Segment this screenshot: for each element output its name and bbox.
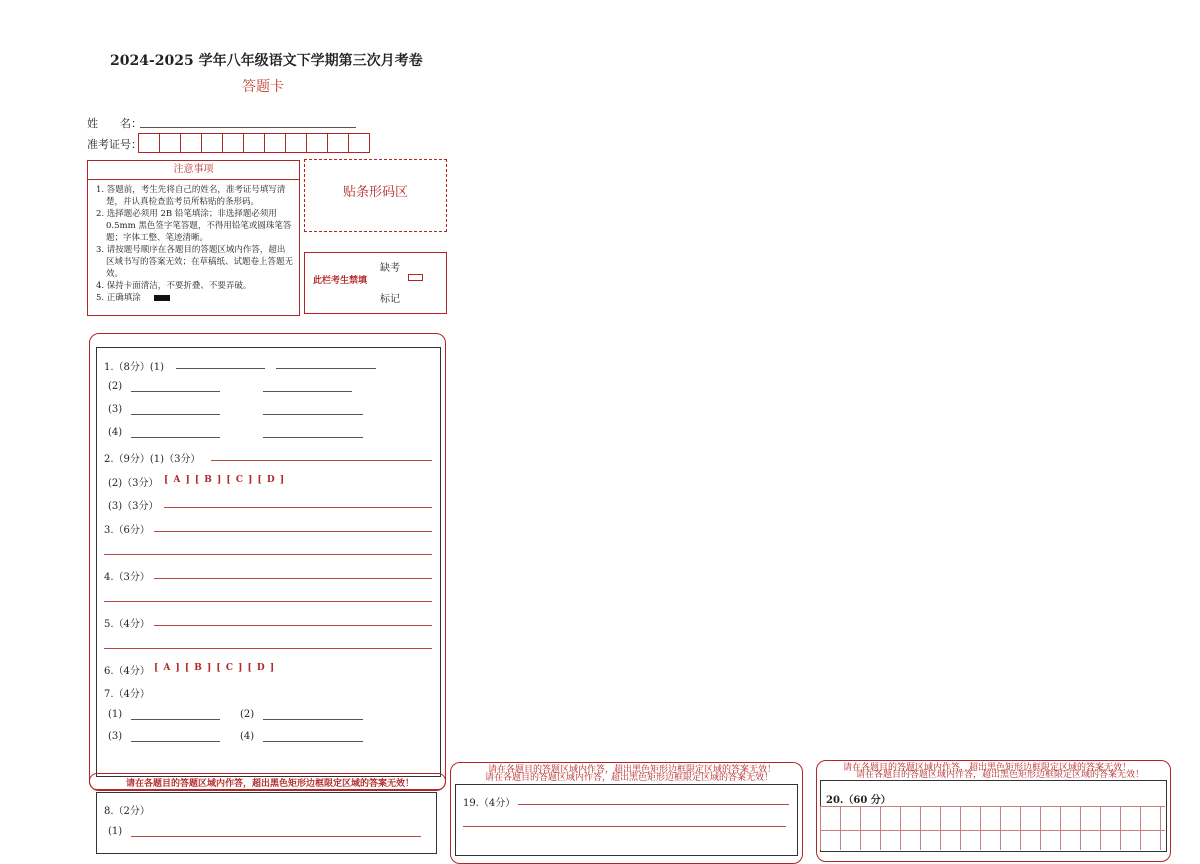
answer-line[interactable] (276, 368, 376, 369)
question-7: 7.（4分） (104, 689, 150, 700)
grid-row-divider (820, 830, 1165, 831)
name-field[interactable] (140, 127, 356, 128)
question-2: 2.（9分）(1)（3分） (104, 454, 201, 465)
answer-line[interactable] (518, 804, 789, 805)
answer-line[interactable] (131, 391, 220, 392)
question-19: 19.（4分） (463, 798, 516, 809)
page-title: 2024-2025 学年八年级语文下学期第三次月考卷 (110, 53, 423, 69)
question-2-3: (3)（3分） (108, 501, 159, 512)
warning-text: 请在各题目的答题区域内作答，超出黑色矩形边框限定区域的答案无效！ (843, 763, 1132, 773)
answer-line[interactable] (104, 554, 432, 555)
id-label: 准考证号： (87, 138, 142, 151)
answer-line[interactable] (211, 460, 432, 461)
warning-text: 请在各题目的答题区域内作答，超出黑色矩形边框限定区域的答案无效！ (856, 770, 1145, 780)
question-1-2: (2) (108, 381, 123, 392)
warning-text: 请在各题目的答题区域内作答，超出黑色矩形边框限定区域的答案无效！ (126, 779, 415, 789)
question-1: 1.（8分）(1) (104, 362, 165, 373)
answer-line[interactable] (263, 437, 363, 438)
barcode-area: 贴条形码区 (304, 159, 447, 232)
answer-line[interactable] (154, 578, 432, 579)
warning-text: 请在各题目的答题区域内作答，超出黑色矩形边框限定区域的答案无效！ (485, 773, 774, 783)
question-8-1: (1) (108, 826, 123, 837)
notice-item-text: 5. 正确填涂 (96, 293, 141, 303)
notice-item: 2. 选择题必须用 2B 铅笔填涂；非选择题必须用 0.5mm 黑色签字笔答题，不得用铅笔或圆珠笔答题；字体工整、笔迹清晰。 (96, 209, 292, 243)
answer-line[interactable] (154, 531, 432, 532)
answer-line[interactable] (176, 368, 265, 369)
absent-note: 此栏考生禁填 (313, 276, 368, 286)
composition-grid[interactable] (820, 806, 1165, 850)
page-subtitle: 答题卡 (242, 79, 284, 95)
answer-line[interactable] (463, 826, 786, 827)
answer-line[interactable] (104, 648, 432, 649)
answer-line[interactable] (131, 836, 421, 837)
answer-line[interactable] (104, 601, 432, 602)
answer-line[interactable] (131, 437, 220, 438)
answer-line[interactable] (263, 719, 363, 720)
absent-mark-box (304, 252, 447, 314)
answer-line[interactable] (154, 625, 432, 626)
id-number-boxes[interactable] (138, 133, 369, 153)
answer-line[interactable] (263, 414, 363, 415)
answer-line[interactable] (263, 741, 363, 742)
question-1-3: (3) (108, 404, 123, 415)
question-7-4: (4) (240, 731, 255, 742)
choice-options[interactable]: [ A ] [ B ] [ C ] [ D ] (164, 475, 286, 485)
question-7-3: (3) (108, 731, 123, 742)
filled-sample-icon (154, 295, 170, 301)
notice-item: 1. 答题前，考生先将自己的姓名，准考证号填写清楚，并认真检查监考员所粘贴的条形码。 (96, 185, 286, 207)
absent-mark-bottom: 标记 (380, 294, 400, 305)
warning-text: 请在各题目的答题区域内作答，超出黑色矩形边框限定区域的答案无效！ (488, 765, 777, 775)
absent-checkbox[interactable] (408, 274, 423, 281)
name-label: 姓 名： (87, 117, 142, 130)
question-7-2: (2) (240, 709, 255, 720)
question-3: 3.（6分） (104, 525, 150, 536)
question-6: 6.（4分） (104, 666, 150, 677)
notice-item: 4. 保持卡面清洁，不要折叠、不要弄破。 (96, 281, 252, 291)
choice-options[interactable]: [ A ] [ B ] [ C ] [ D ] (154, 663, 276, 673)
answer-line[interactable] (131, 414, 220, 415)
answer-line[interactable] (263, 391, 352, 392)
question-1-4: (4) (108, 427, 123, 438)
answer-line[interactable] (131, 741, 220, 742)
question-4: 4.（3分） (104, 572, 150, 583)
notice-title: 注意事项 (88, 161, 299, 180)
notice-box (87, 160, 300, 316)
question-7-1: (1) (108, 709, 123, 720)
answer-line[interactable] (131, 719, 220, 720)
question-20: 20.（60 分） (826, 795, 891, 806)
notice-item: 3. 请按题号顺序在各题目的答题区域内作答，超出区域书写的答案无效；在草稿纸、试题卷上答题无效。 (96, 245, 294, 279)
question-2-2: (2)（3分） (108, 478, 159, 489)
absent-mark-top: 缺考 (380, 263, 400, 274)
question-8: 8.（2分） (104, 806, 150, 817)
notice-item (92, 292, 293, 304)
answer-area-1 (96, 347, 441, 777)
question-5: 5.（4分） (104, 619, 150, 630)
answer-line[interactable] (164, 507, 432, 508)
